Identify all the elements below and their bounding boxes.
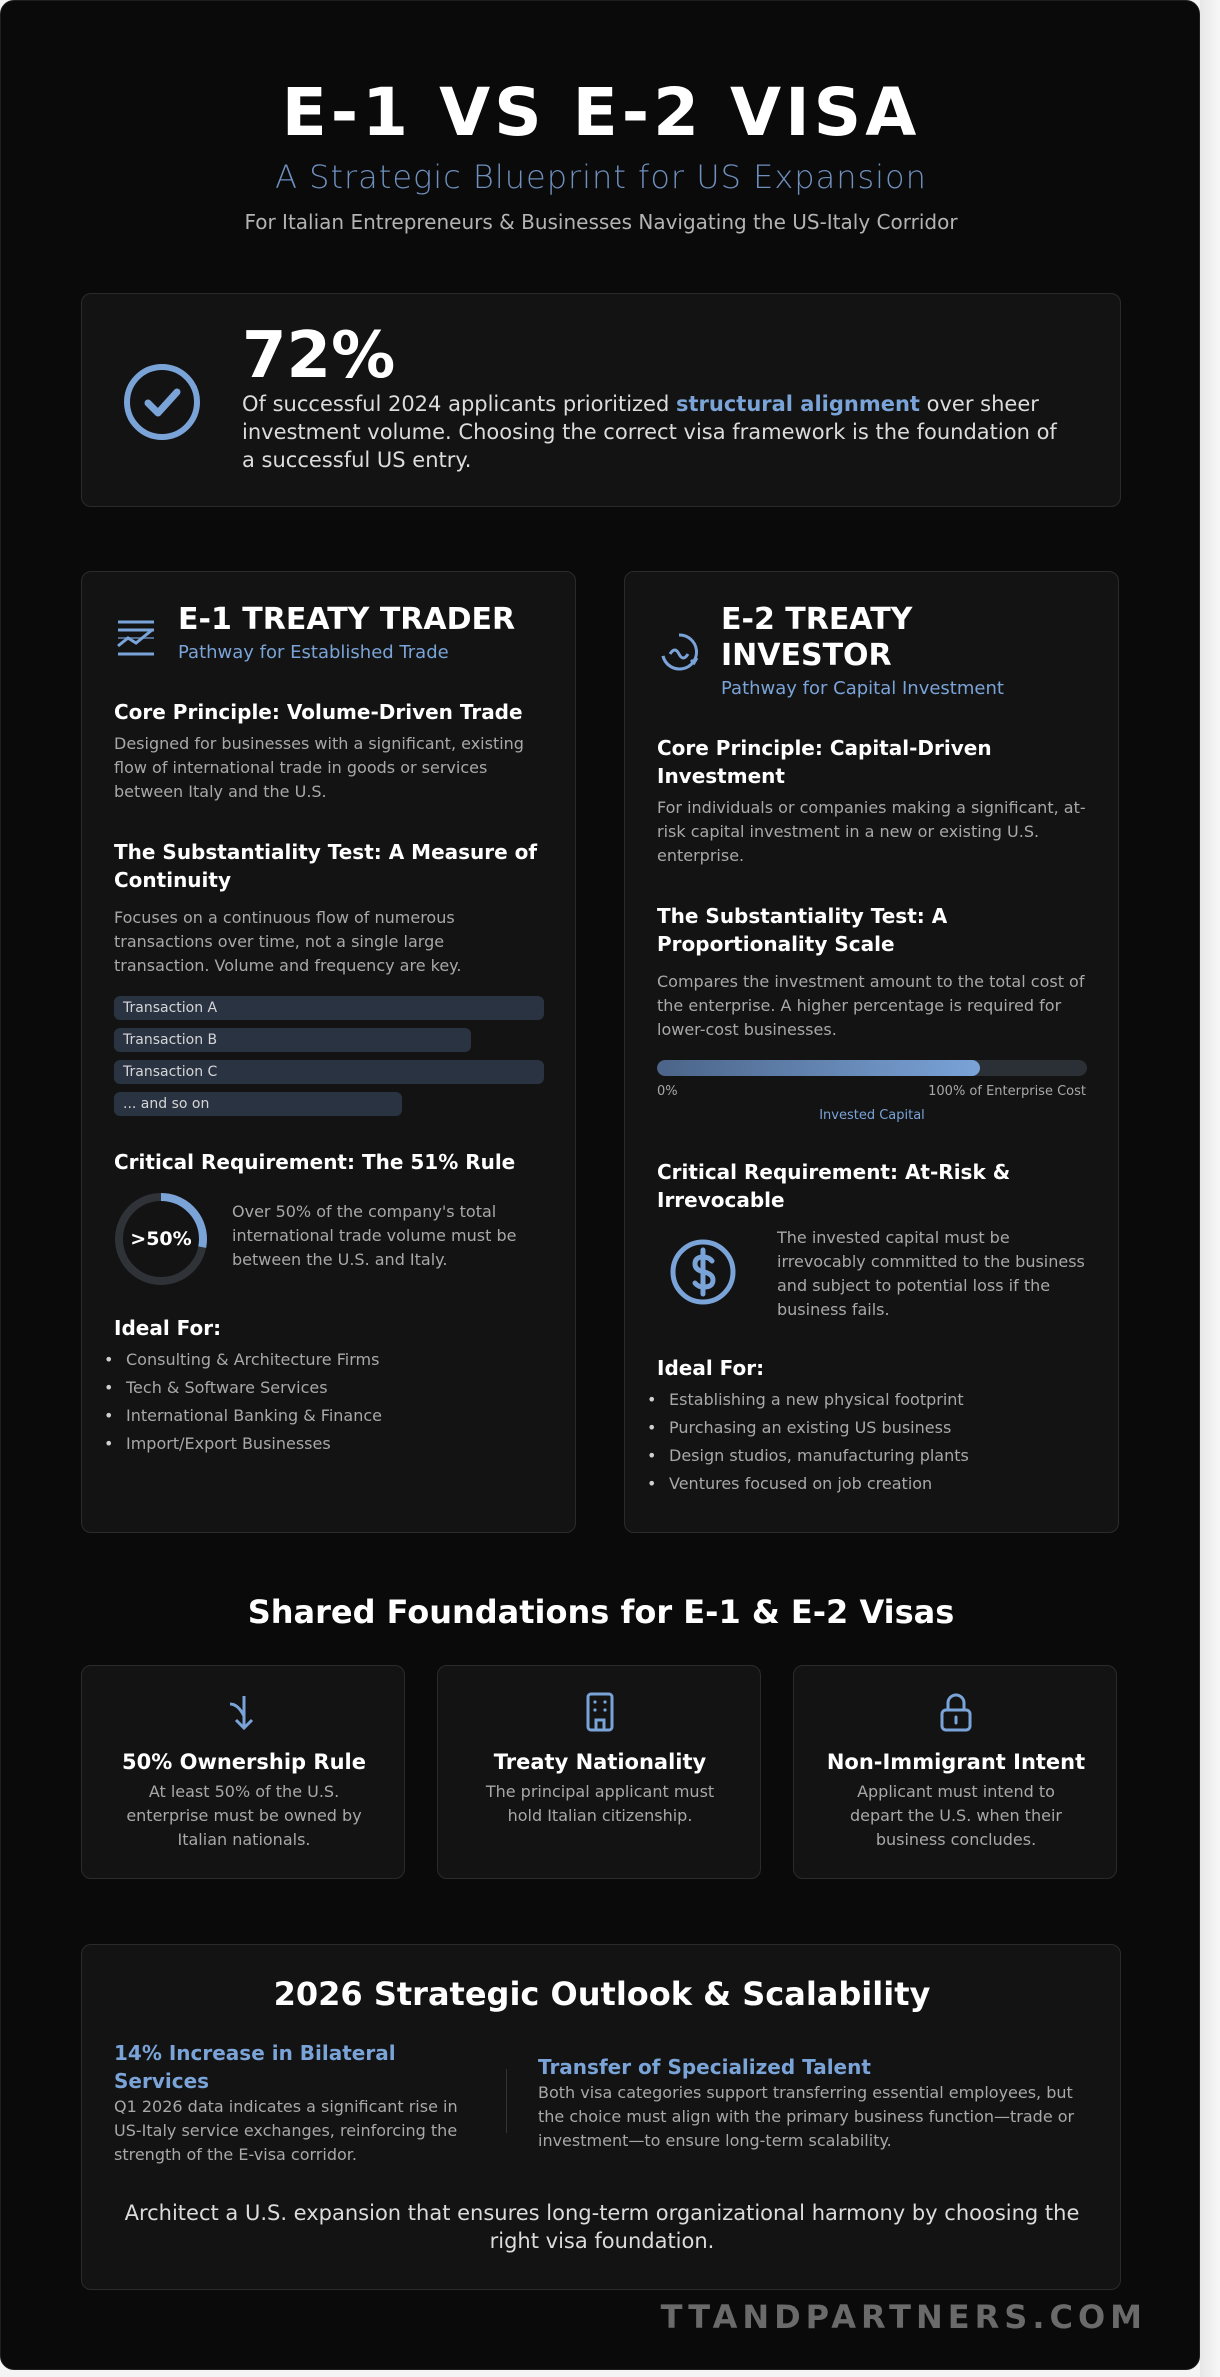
e2-req-heading: Critical Requirement: At-Risk & Irrevocable xyxy=(657,1160,1011,1212)
e2-card xyxy=(624,571,1119,1533)
transaction-bar: Transaction A xyxy=(114,996,544,1020)
e1-test-text: Focuses on a continuous flow of numerous transactions over time, not a single large transaction. Volume and frequency are key. xyxy=(114,908,462,975)
shared-card xyxy=(81,1665,405,1879)
stat-value: 72% xyxy=(242,319,396,393)
stat-description: Of successful 2024 applicants prioritized structural alignment over sheer investment volume. Choosing the correct visa framework is the foundation of a successful US entry. xyxy=(242,392,1057,472)
capital-scale-fill xyxy=(657,1060,980,1076)
stat-highlight: structural alignment xyxy=(675,392,920,416)
page-shadow xyxy=(1200,0,1220,2377)
e2-core-heading: Core Principle: Capital-Driven Investment xyxy=(657,736,992,788)
e2-ideal-heading: Ideal For: xyxy=(657,1356,765,1380)
e2-core-text: For individuals or companies making a significant, at-risk capital investment in a new or existing U.S. enterprise. xyxy=(657,798,1086,865)
page-tagline: For Italian Entrepreneurs & Businesses Navigating the US-Italy Corridor xyxy=(244,210,958,234)
e2-test-heading: The Substantiality Test: A Proportionality Scale xyxy=(657,904,948,956)
investment-cycle-icon xyxy=(657,630,701,674)
scale-max-label: 100% of Enterprise Cost xyxy=(928,1084,1086,1099)
e1-req-text: Over 50% of the company's total international trade volume must be between the U.S. and Italy. xyxy=(232,1202,517,1269)
trade-chart-icon xyxy=(114,616,158,660)
stat-card xyxy=(81,293,1121,507)
shared-card-title: Non-Immigrant Intent xyxy=(826,1750,1086,1774)
e2-subtitle: Pathway for Capital Investment xyxy=(721,678,1004,699)
e1-core-text: Designed for businesses with a significant, existing flow of international trade in goods or services between Italy and the U.S. xyxy=(114,734,524,801)
brand-watermark: TTANDPARTNERS.COM xyxy=(660,2298,1147,2336)
transaction-bar: ... and so on xyxy=(114,1092,402,1116)
outlook-right-heading: Transfer of Specialized Talent xyxy=(538,2055,871,2079)
page-title: E-1 VS E-2 VISA xyxy=(281,74,921,151)
e2-title: E-2 TREATY INVESTOR xyxy=(721,602,913,673)
e1-test-heading: The Substantiality Test: A Measure of Continuity xyxy=(114,840,538,892)
lock-icon xyxy=(934,1690,978,1734)
split-arrow-icon xyxy=(222,1690,266,1734)
check-circle-icon xyxy=(122,362,202,442)
outlook-title: 2026 Strategic Outlook & Scalability xyxy=(273,1975,931,2013)
list-item: • Establishing a new physical footprint xyxy=(647,1386,1087,1414)
shared-card-text: Applicant must intend to depart the U.S. when their business concludes. xyxy=(850,1782,1062,1849)
shared-card-title: Treaty Nationality xyxy=(493,1750,707,1774)
outlook-left-text: Q1 2026 data indicates a significant rise in US-Italy service exchanges, reinforcing the strength of the E-visa corridor. xyxy=(114,2097,458,2164)
shared-heading: Shared Foundations for E-1 & E-2 Visas xyxy=(247,1593,955,1631)
capital-scale-bar xyxy=(657,1060,1087,1076)
outlook-closing: Architect a U.S. expansion that ensures long-term organizational harmony by choosing the right visa foundation. xyxy=(124,2201,1080,2253)
e2-ideal-list xyxy=(647,1386,1087,1498)
list-item: • Purchasing an existing US business xyxy=(647,1414,1087,1442)
building-icon xyxy=(578,1690,622,1734)
e1-title: E-1 TREATY TRADER xyxy=(178,602,516,637)
list-item: • Ventures focused on job creation xyxy=(647,1470,1087,1498)
e1-subtitle: Pathway for Established Trade xyxy=(178,642,449,663)
scale-min-label: 0% xyxy=(657,1084,678,1099)
list-item: • Tech & Software Services xyxy=(104,1374,544,1402)
e1-card xyxy=(81,571,576,1533)
list-item: • International Banking & Finance xyxy=(104,1402,544,1430)
list-item: • Design studios, manufacturing plants xyxy=(647,1442,1087,1470)
list-item: • Import/Export Businesses xyxy=(104,1430,544,1458)
shared-card xyxy=(793,1665,1117,1879)
list-item: • Consulting & Architecture Firms xyxy=(104,1346,544,1374)
shared-card-title: 50% Ownership Rule xyxy=(122,1750,366,1774)
outlook-left-heading: 14% Increase in Bilateral Services xyxy=(114,2041,396,2093)
shared-card xyxy=(437,1665,761,1879)
shared-card-text: The principal applicant must hold Italian citizenship. xyxy=(485,1782,715,1825)
e2-req-text: The invested capital must be irrevocably committed to the business and subject to potential loss if the business fails. xyxy=(777,1228,1085,1319)
shared-card-text: At least 50% of the U.S. enterprise must be owned by Italian nationals. xyxy=(126,1782,362,1849)
outlook-right-text: Both visa categories support transferring essential employees, but the choice must align with the primary business function—trade or investment—to ensure long-term scalability. xyxy=(538,2083,1075,2150)
transaction-bar: Transaction C xyxy=(114,1060,544,1084)
header xyxy=(1,73,1201,235)
e2-test-text: Compares the investment amount to the total cost of the enterprise. A higher percentage is required for lower-cost businesses. xyxy=(657,972,1085,1039)
transaction-bar: Transaction B xyxy=(114,1028,471,1052)
dollar-circle-icon xyxy=(669,1238,737,1306)
e1-core-heading: Core Principle: Volume-Driven Trade xyxy=(114,700,523,724)
e1-ideal-list xyxy=(104,1346,544,1458)
ring-label: >50% xyxy=(130,1228,192,1250)
e1-ideal-heading: Ideal For: xyxy=(114,1316,222,1340)
scale-caption: Invested Capital xyxy=(819,1108,925,1123)
e1-req-heading: Critical Requirement: The 51% Rule xyxy=(114,1150,516,1174)
page-subtitle: A Strategic Blueprint for US Expansion xyxy=(275,158,927,196)
outlook-card xyxy=(81,1944,1121,2290)
outlook-divider xyxy=(506,2069,507,2133)
